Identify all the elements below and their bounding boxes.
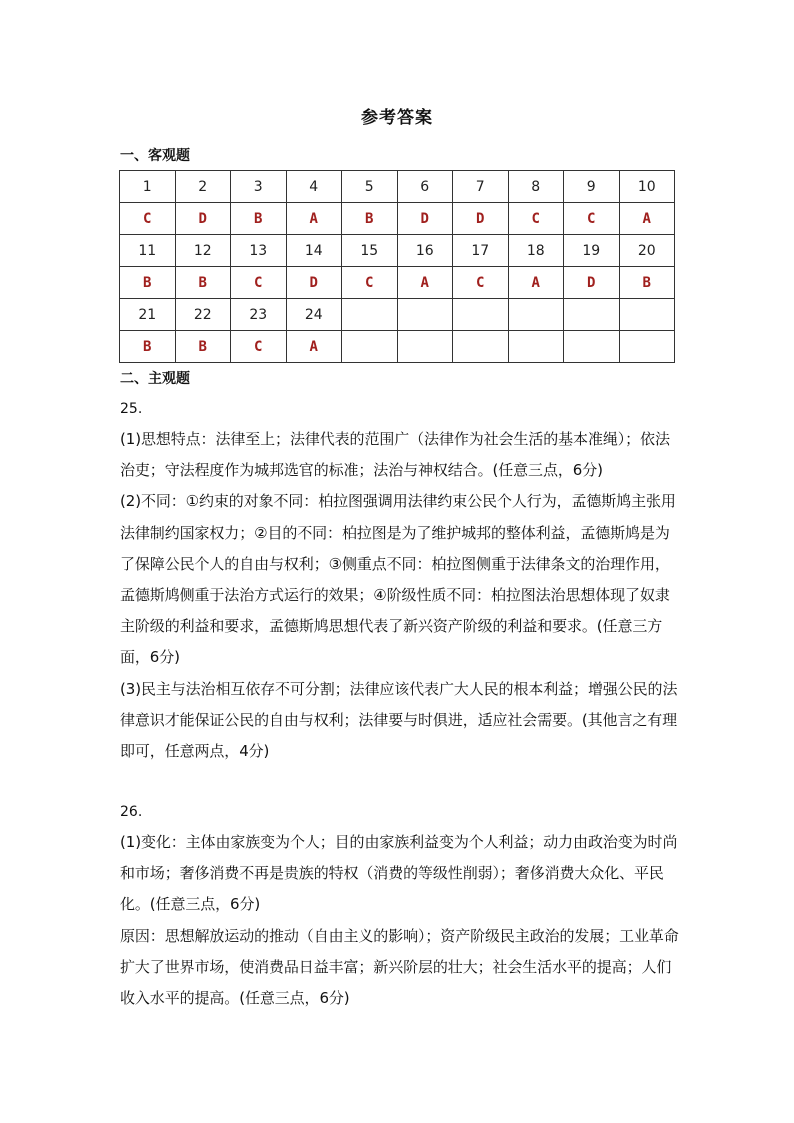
answer-cell: B [231,203,287,235]
question-number-cell: 20 [619,235,675,267]
answer-cell: C [231,331,287,363]
question-number-cell: 3 [231,171,287,203]
question-number-cell: 15 [342,235,398,267]
question-number-cell: 4 [286,171,342,203]
question-number-cell [508,299,564,331]
answer-row [120,331,675,363]
question-number-cell: 10 [619,171,675,203]
question-number-row [120,171,675,203]
question-number-cell: 19 [564,235,620,267]
answer-cell: A [286,203,342,235]
answer-cell [508,331,564,363]
question-number-cell: 23 [231,299,287,331]
answer-cell: D [453,203,509,235]
question-number-cell: 21 [120,299,176,331]
answer-cell: D [175,203,231,235]
section-heading-subjective: 二、主观题 [120,371,190,387]
question-number-cell: 1 [120,171,176,203]
question-number-cell [342,299,398,331]
answer-cell: B [175,267,231,299]
answer-cell: B [342,203,398,235]
question-number-cell: 6 [397,171,453,203]
answer-cell: D [397,203,453,235]
answer-paragraph: (2)不同：①约束的对象不同：柏拉图强调用法律约束公民个人行为，孟德斯鸠主张用法律制约国家权力；②目的不同：柏拉图是为了维护城邦的整体利益，孟德斯鸠是为了保障公民个人的自由与权利；③侧重点不同：柏拉图侧重于法律条文的治理作用，孟德斯鸠侧重于法治方式运行的效果；④阶级性质不同：柏拉图法治思想体现了奴隶主阶级的利益和要求，孟德斯鸠思想代表了新兴资产阶级的利益和要求。(任意三方面，6分) [120,492,676,667]
answer-cell: C [564,203,620,235]
answer-paragraph: (1)思想特点：法律至上；法律代表的范围广（法律作为社会生活的基本准绳）；依法治吏；守法程度作为城邦选官的标准；法治与神权结合。(任意三点，6分) [120,430,670,480]
question-25 [120,394,680,767]
question-number-row [120,235,675,267]
answer-row [120,267,675,299]
answer-cell: B [175,331,231,363]
question-number-cell: 9 [564,171,620,203]
question-number-cell: 18 [508,235,564,267]
question-number-cell: 13 [231,235,287,267]
question-number-cell [397,299,453,331]
answer-cell: D [564,267,620,299]
question-number-cell: 12 [175,235,231,267]
answer-row [120,203,675,235]
question-number-row [120,299,675,331]
question-number: 26. [120,804,143,820]
question-number-cell: 11 [120,235,176,267]
answer-cell: B [120,331,176,363]
question-number-cell: 8 [508,171,564,203]
answer-cell: A [508,267,564,299]
page-title: 参考答案 [361,108,433,128]
answer-cell: A [397,267,453,299]
question-number-cell: 17 [453,235,509,267]
question-26 [120,797,680,1014]
section-heading-objective: 一、客观题 [120,148,190,164]
question-number-cell: 16 [397,235,453,267]
answer-cell [342,331,398,363]
answer-table [119,170,675,363]
answer-cell: A [286,331,342,363]
question-number-cell [453,299,509,331]
answer-cell [619,331,675,363]
answer-cell: A [619,203,675,235]
question-number-cell: 5 [342,171,398,203]
question-number: 25. [120,401,143,417]
answer-cell: D [286,267,342,299]
answer-cell [453,331,509,363]
answer-paragraph: 原因：思想解放运动的推动（自由主义的影响）；资产阶级民主政治的发展；工业革命扩大了世界市场，使消费品日益丰富；新兴阶层的壮大；社会生活水平的提高；人们收入水平的提高。(任意三点，6分) [120,926,679,1008]
question-number-cell: 24 [286,299,342,331]
question-number-cell: 22 [175,299,231,331]
question-number-cell [619,299,675,331]
answer-cell: C [231,267,287,299]
answer-cell: C [120,203,176,235]
question-number-cell: 2 [175,171,231,203]
answer-cell: C [508,203,564,235]
answer-cell [564,331,620,363]
answer-cell: C [453,267,509,299]
answer-paragraph: (1)变化：主体由家族变为个人；目的由家族利益变为个人利益；动力由政治变为时尚和市场；奢侈消费不再是贵族的特权（消费的等级性削弱）；奢侈消费大众化、平民化。(任意三点，6分) [120,833,678,914]
question-number-cell: 7 [453,171,509,203]
question-number-cell [564,299,620,331]
answer-cell [397,331,453,363]
answer-cell: C [342,267,398,299]
answer-cell: B [120,267,176,299]
question-number-cell: 14 [286,235,342,267]
answer-cell: B [619,267,675,299]
answer-paragraph: (3)民主与法治相互依存不可分割；法律应该代表广大人民的根本利益；增强公民的法律意识才能保证公民的自由与权利；法律要与时俱进，适应社会需要。(其他言之有理即可，任意两点，4分) [120,679,678,761]
